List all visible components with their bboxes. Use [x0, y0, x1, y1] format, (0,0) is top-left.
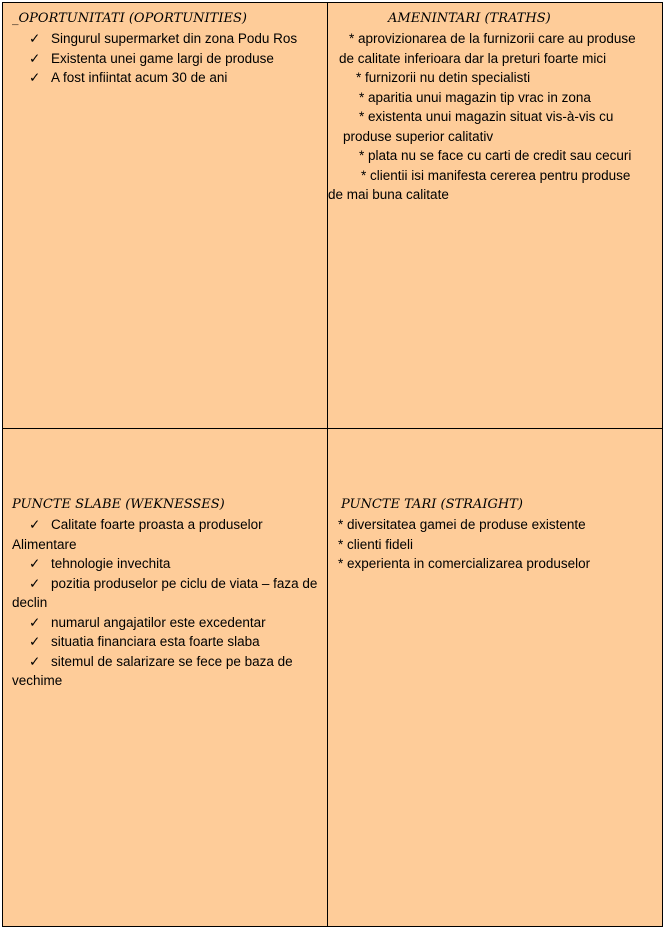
list-item: * plata nu se face cu carti de credit sau cecuri — [359, 148, 632, 163]
check-icon: ✓ — [29, 31, 41, 46]
weaknesses-cell — [3, 429, 327, 926]
check-icon: ✓ — [29, 517, 41, 532]
list-item: * clienti fideli — [338, 536, 414, 552]
strengths-title: PUNCTE TARI (STRAIGHT) — [341, 497, 523, 512]
swot-table — [2, 2, 663, 927]
check-icon: ✓ — [29, 70, 41, 85]
check-icon: ✓ — [29, 634, 41, 649]
strengths-cell — [328, 429, 662, 926]
list-item: ✓ A fost infiintat acum 30 de ani — [12, 68, 327, 88]
check-icon: ✓ — [29, 575, 41, 591]
strengths-list — [338, 515, 662, 574]
check-icon: ✓ — [29, 50, 41, 66]
check-icon: ✓ — [29, 556, 41, 571]
check-icon: ✓ — [29, 614, 41, 630]
list-item: * aparitia unui magazin tip vrac in zona — [359, 89, 591, 105]
check-icon: ✓ — [29, 653, 41, 669]
list-item: ✓ Singurul supermarket din zona Podu Ros — [12, 29, 327, 49]
threats-list — [328, 29, 662, 205]
list-item: * clientii isi manifesta cererea pentru produse de mai buna calitate — [328, 167, 631, 202]
opportunities-cell — [3, 3, 327, 428]
list-item: * experienta in comercializarea produselor — [338, 556, 591, 571]
threats-cell — [328, 3, 662, 428]
list-item: ✓ pozitia produselor pe ciclu de viata – faza de declin — [12, 575, 318, 610]
list-item: ✓ numarul angajatilor este excedentar — [12, 613, 323, 633]
opportunities-title: _OPORTUNITATI (OPORTUNITIES) — [12, 11, 247, 26]
weaknesses-title: PUNCTE SLABE (WEKNESSES) — [12, 497, 225, 512]
list-item: ✓ tehnologie invechita — [12, 554, 323, 574]
list-item: * aprovizionarea de la furnizorii care au produse de calitate inferioara dar la preturi foarte mici — [339, 31, 636, 66]
list-item: * diversitatea gamei de produse existente — [338, 517, 586, 532]
list-item: ✓ sitemul de salarizare se fece pe baza de vechime — [12, 653, 293, 688]
list-item: ✓ situatia financiara esta foarte slaba — [12, 632, 323, 652]
list-item: ✓ Existenta unei game largi de produse — [12, 49, 327, 69]
weaknesses-list — [12, 515, 327, 691]
list-item: * furnizorii nu detin specialisti — [356, 70, 531, 85]
list-item: ✓ Calitate foarte proasta a produselor Alimentare — [12, 517, 263, 552]
threats-title: AMENINTARI (TRATHS) — [388, 11, 551, 26]
list-item: * existenta unui magazin situat vis-à-vis cu produse superior calitativ — [343, 109, 614, 144]
opportunities-list — [12, 29, 327, 88]
